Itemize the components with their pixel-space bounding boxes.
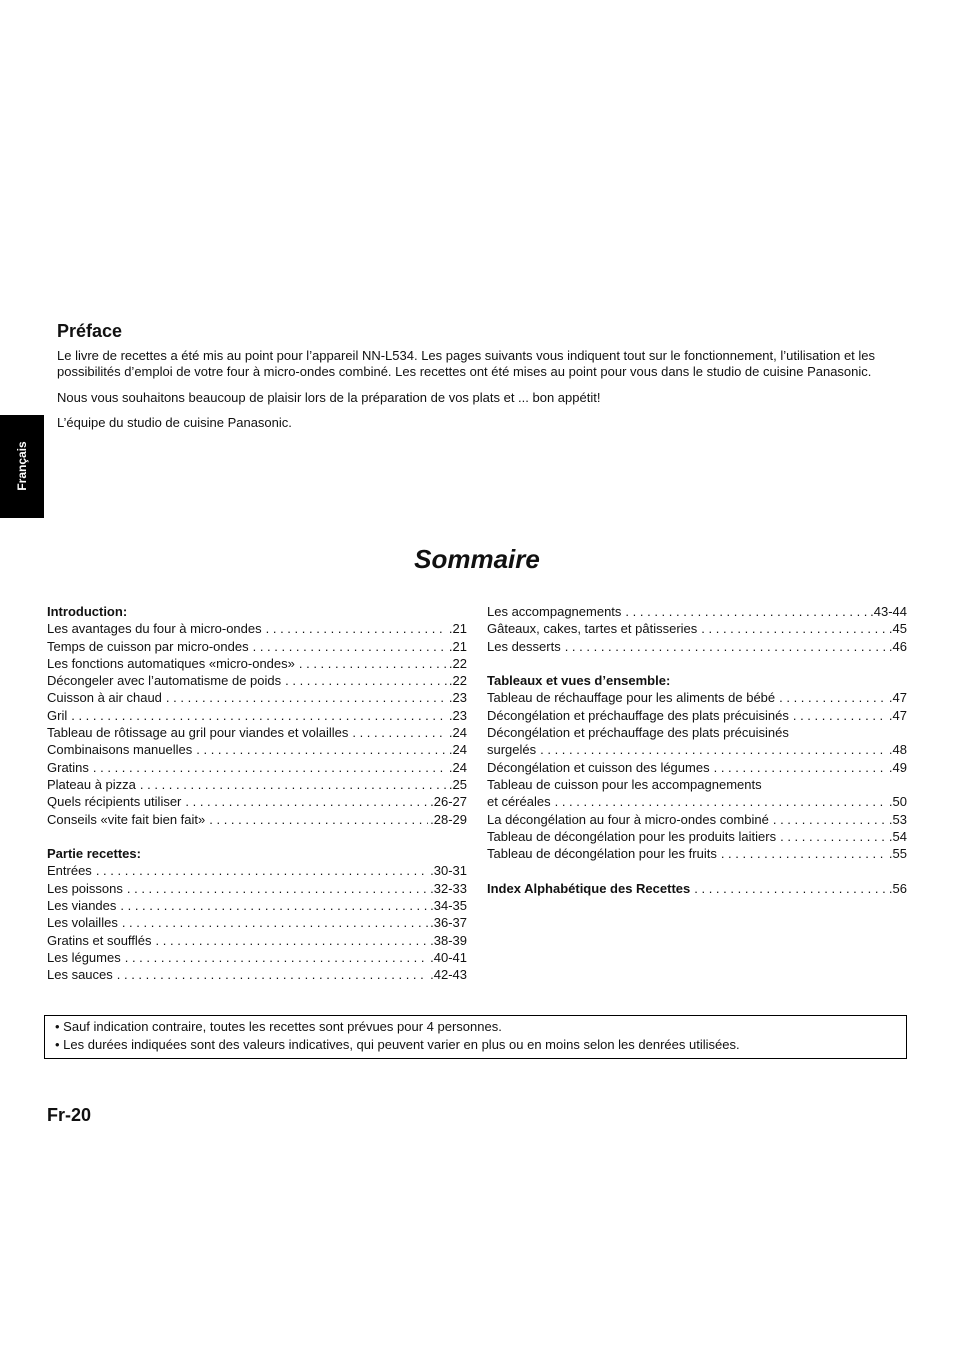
- toc-leader-dots: [125, 949, 428, 966]
- toc-entry-page: .22: [448, 655, 467, 671]
- toc-entry-page: .28-29: [430, 811, 467, 827]
- toc-entry-page: .23: [448, 690, 467, 706]
- toc-entry-label: Les volailles: [47, 915, 118, 931]
- toc-entry: [47, 638, 467, 655]
- toc-entry-page: .38-39: [430, 932, 467, 948]
- toc-leader-dots: [253, 638, 447, 655]
- toc-entry-label: Décongélation et préchauffage des plats précuisinés: [487, 707, 789, 723]
- toc-entry: [487, 845, 907, 862]
- toc-entry: [47, 811, 467, 828]
- toc-section-heading: Introduction:: [47, 604, 128, 619]
- toc-entry: [487, 603, 907, 620]
- toc-leader-dots: [555, 793, 887, 810]
- toc-leader-dots: [285, 672, 447, 689]
- toc-entry-label: Index Alphabétique des Recettes: [487, 880, 691, 896]
- toc-leader-dots: [793, 707, 887, 724]
- toc-leader-dots: [122, 914, 428, 931]
- toc-leader-dots: [96, 862, 428, 879]
- toc-entry: [47, 707, 467, 724]
- toc-leader-dots: [352, 724, 447, 741]
- toc-leader-dots: [565, 638, 887, 655]
- toc-entry-page: .21: [448, 638, 467, 654]
- toc-leader-dots: [299, 655, 447, 672]
- toc-entry: [47, 862, 467, 879]
- toc-entry-label: Tableau de cuisson pour les accompagnements: [487, 776, 762, 792]
- toc-entry: [487, 759, 907, 776]
- toc-entry: [47, 776, 467, 793]
- preface-paragraph: Le livre de recettes a été mis au point pour l’appareil NN-L534. Les pages suivants vous indiquent tout sur le fonctionnement, l’utilisation et les possibilités d’emploi de votre four à micro-ondes combiné. Les recettes ont été mises au point pour vous dans le studio de cuisine Panasonic.: [57, 348, 876, 380]
- toc-entry-page: .30-31: [430, 863, 467, 879]
- toc-section-heading: Partie recettes:: [47, 846, 141, 862]
- toc-leader-dots: [773, 811, 887, 828]
- toc-entry-label: Les avantages du four à micro-ondes: [47, 621, 262, 637]
- toc-entry-page: .55: [888, 846, 907, 862]
- toc-entry-page: .47: [888, 707, 907, 723]
- toc-entry-label: Les sauces: [47, 967, 113, 983]
- toc-entry: [47, 793, 467, 810]
- toc-entry: [487, 689, 907, 706]
- toc-entry-label: Cuisson à air chaud: [47, 690, 162, 706]
- toc-entry-page: .24: [448, 742, 467, 758]
- toc-left-column: [47, 603, 467, 984]
- toc-entry-page: .53: [888, 811, 907, 827]
- toc-entry-label: Les légumes: [47, 949, 121, 965]
- toc-entry-page: .50: [888, 794, 907, 810]
- toc-leader-dots: [721, 845, 887, 862]
- toc-entry-page: .43-44: [870, 604, 907, 619]
- toc-entry-page: .36-37: [430, 915, 467, 931]
- toc-entry-label: Entrées: [47, 863, 92, 879]
- toc-leader-dots: [196, 741, 447, 758]
- toc-entry-label: Tableau de rôtissage au gril pour viandes et volailles: [47, 725, 349, 741]
- toc-entry: [487, 741, 907, 758]
- toc-leader-dots: [779, 689, 887, 706]
- toc-leader-dots: [266, 620, 447, 637]
- toc-entry-label: Les fonctions automatiques «micro-ondes»: [47, 655, 295, 671]
- toc-entry-label: Temps de cuisson par micro-ondes: [47, 638, 249, 654]
- toc-entry: [47, 741, 467, 758]
- toc-entry: [487, 638, 907, 655]
- toc-entry-page: .32-33: [430, 880, 467, 896]
- toc-entry-label: Les desserts: [487, 638, 561, 654]
- toc-entry-label: Les viandes: [47, 898, 117, 914]
- toc-entry-label: Gratins: [47, 759, 89, 775]
- sommaire-title: Sommaire: [414, 544, 540, 574]
- toc-leader-dots: [140, 776, 447, 793]
- toc-entry-label: Tableau de réchauffage pour les aliments de bébé: [487, 690, 776, 706]
- toc-leader-dots: [117, 966, 428, 983]
- toc-entry: [47, 897, 467, 914]
- toc-leader-dots: [127, 880, 428, 897]
- toc-entry-label: Tableau de décongélation pour les produits laitiers: [487, 828, 777, 844]
- toc-leader-dots: [701, 620, 887, 637]
- toc-entry-label: Plateau à pizza: [47, 776, 136, 792]
- toc-entry: [47, 914, 467, 931]
- preface-paragraph: Nous vous souhaitons beaucoup de plaisir lors de la préparation de vos plats et ... bon appétit!: [57, 389, 601, 405]
- toc-entry-label: Les poissons: [47, 880, 123, 896]
- toc-entry-page: .40-41: [430, 949, 467, 965]
- toc-entry-label: Décongélation et préchauffage des plats précuisinés: [487, 725, 789, 741]
- toc-entry-label: Tableau de décongélation pour les fruits: [487, 846, 717, 862]
- toc-entry-page: .48: [888, 742, 907, 758]
- toc-leader-dots: [209, 811, 428, 828]
- toc-entry-label: Décongeler avec l’automatisme de poids: [47, 673, 282, 689]
- toc-leader-dots: [625, 603, 868, 620]
- toc-leader-dots: [71, 707, 447, 724]
- toc-leader-dots: [714, 759, 887, 776]
- toc-entry: [487, 880, 907, 897]
- toc-leader-dots: [166, 689, 447, 706]
- toc-entry-label: Gril: [47, 707, 68, 723]
- toc-leader-dots: [780, 828, 887, 845]
- preface-paragraph: L’équipe du studio de cuisine Panasonic.: [57, 415, 292, 431]
- toc-entry: [47, 724, 467, 741]
- toc-entry-label: et céréales: [487, 794, 551, 810]
- toc-right-column: [487, 603, 907, 897]
- toc-entry-page: .21: [448, 621, 467, 637]
- note-line: • Les durées indiquées sont des valeurs indicatives, qui peuvent varier en plus ou en moins selon les denrées utilisées.: [55, 1036, 740, 1052]
- toc-entry: [47, 932, 467, 949]
- toc-entry-label: Décongélation et cuisson des légumes: [487, 759, 710, 775]
- toc-entry: [487, 793, 907, 810]
- toc-entry-page: .25: [448, 776, 467, 792]
- toc-entry-label: La décongélation au four à micro-ondes combiné: [487, 811, 769, 827]
- toc-entry-label: Les accompagnements: [487, 604, 622, 619]
- notes-box: [44, 1015, 907, 1059]
- toc-entry-page: .22: [448, 673, 467, 689]
- toc-leader-dots: [93, 759, 447, 776]
- toc-entry: [47, 655, 467, 672]
- toc-entry-page: .45: [888, 621, 907, 637]
- toc-entry: [487, 620, 907, 637]
- toc-entry: [47, 949, 467, 966]
- language-tab: [0, 415, 44, 518]
- toc-entry: [487, 811, 907, 828]
- toc-entry: [47, 689, 467, 706]
- toc-entry: [47, 966, 467, 983]
- toc-entry-label: surgelés: [487, 742, 537, 758]
- toc-leader-dots: [185, 793, 428, 810]
- language-tab-label: Français: [15, 441, 29, 491]
- toc-entry-page: .34-35: [430, 898, 467, 914]
- note-line: • Sauf indication contraire, toutes les recettes sont prévues pour 4 personnes.: [55, 1019, 502, 1034]
- toc-entry-page: .49: [888, 759, 907, 775]
- toc-entry-label: Quels récipients utiliser: [47, 794, 182, 810]
- toc-leader-dots: [694, 880, 887, 897]
- toc-entry: [47, 672, 467, 689]
- toc-entry: [47, 620, 467, 637]
- page-number: Fr-20: [47, 1105, 92, 1125]
- toc-entry-page: .42-43: [430, 967, 467, 983]
- toc-entry-page: .47: [888, 690, 907, 706]
- toc-entry-label: Combinaisons manuelles: [47, 742, 193, 758]
- toc-entry-page: .56: [888, 880, 907, 896]
- toc-entry: [47, 759, 467, 776]
- toc-entry-page: .24: [448, 725, 467, 741]
- toc-entry: [487, 828, 907, 845]
- toc-entry-label: Gâteaux, cakes, tartes et pâtisseries: [487, 621, 698, 637]
- toc-entry-page: .54: [888, 828, 907, 844]
- toc-leader-dots: [156, 932, 429, 949]
- toc-entry-page: .46: [888, 638, 907, 654]
- toc-section-heading: Tableaux et vues d’ensemble:: [487, 673, 671, 689]
- toc-entry-page: .26-27: [430, 794, 467, 810]
- toc-entry: [47, 880, 467, 897]
- toc-entry-label: Gratins et soufflés: [47, 932, 152, 948]
- preface-title: Préface: [57, 321, 123, 341]
- toc-entry-page: .24: [448, 759, 467, 775]
- preface-section: [57, 321, 902, 441]
- toc-entry: [487, 707, 907, 724]
- toc-leader-dots: [120, 897, 428, 914]
- toc-entry-page: .23: [448, 707, 467, 723]
- toc-entry-label: Conseils «vite fait bien fait»: [47, 811, 206, 827]
- toc-leader-dots: [540, 741, 887, 758]
